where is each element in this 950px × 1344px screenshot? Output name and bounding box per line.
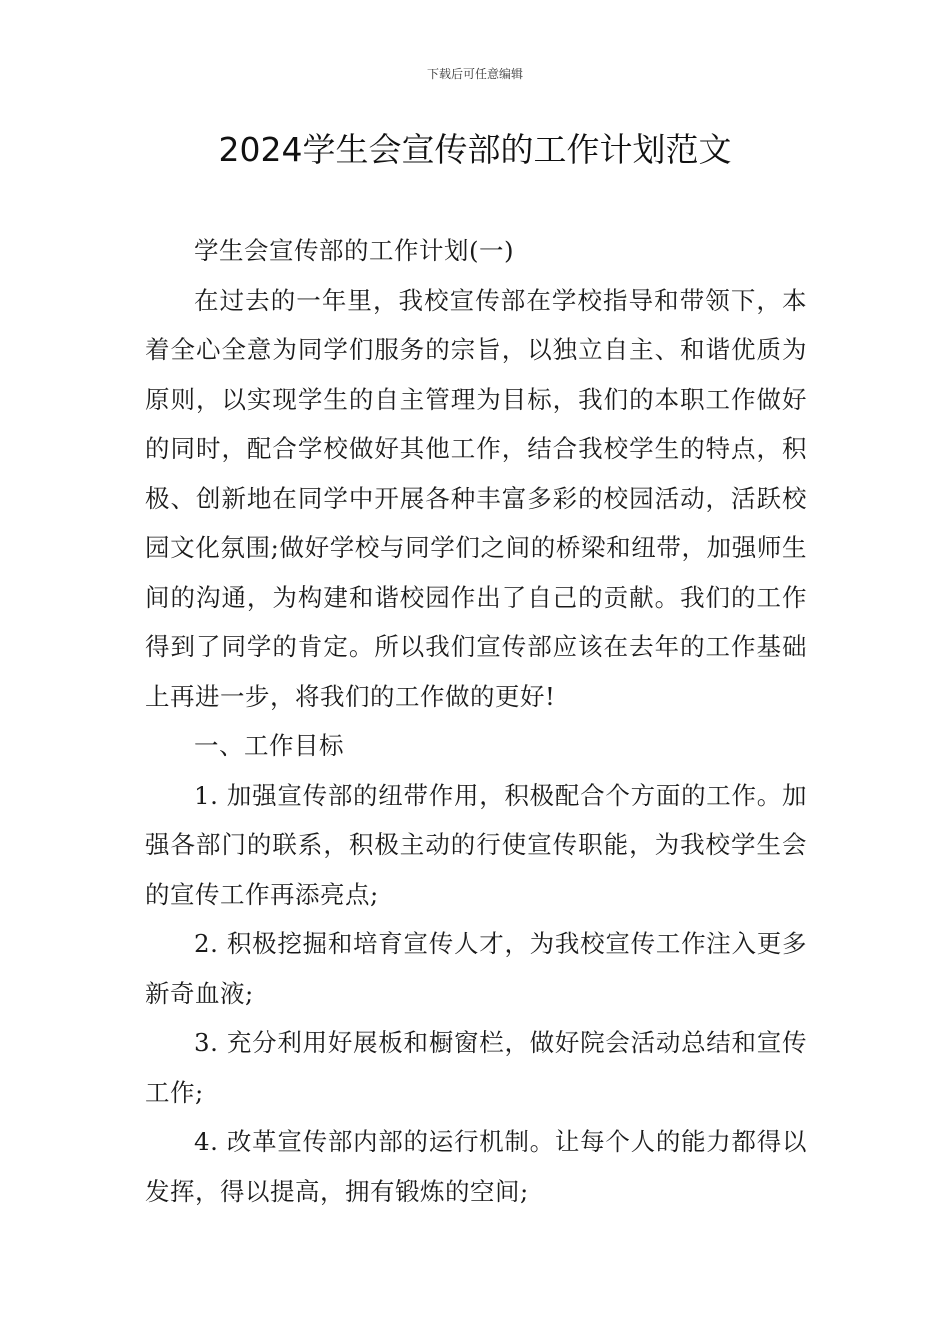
list-item: 4. 改革宣传部内部的运行机制。让每个人的能力都得以发挥，得以提高，拥有锻炼的空间; xyxy=(145,1127,807,1206)
document-title: 2024学生会宣传部的工作计划范文 xyxy=(218,130,732,169)
document-body xyxy=(145,226,807,1216)
header-note: 下载后可任意编辑 xyxy=(426,67,523,81)
section-heading: 学生会宣传部的工作计划(一) xyxy=(194,236,515,265)
list-item: 3. 充分利用好展板和橱窗栏，做好院会活动总结和宣传工作; xyxy=(145,1028,807,1107)
paragraph: 在过去的一年里，我校宣传部在学校指导和带领下，本着全心全意为同学们服务的宗旨，以独立自主、和谐优质为原则，以实现学生的自主管理为目标，我们的本职工作做好的同时，配合学校做好其他工作，结合我校学生的特点，积极、创新地在同学中开展各种丰富多彩的校园活动，活跃校园文化氛围;做好学校与同学们之间的桥梁和纽带，加强师生间的沟通，为构建和谐校园作出了自己的贡献。我们的工作得到了同学的肯定。所以我们宣传部应该在去年的工作基础上再进一步，将我们的工作做的更好! xyxy=(145,285,807,711)
list-item: 2. 积极挖掘和培育宣传人才，为我校宣传工作注入更多新奇血液; xyxy=(145,929,807,1008)
list-item: 1. 加强宣传部的纽带作用，积极配合个方面的工作。加强各部门的联系，积极主动的行使宣传职能，为我校学生会的宣传工作再添亮点; xyxy=(145,780,807,909)
section-heading: 一、工作目标 xyxy=(194,731,344,760)
